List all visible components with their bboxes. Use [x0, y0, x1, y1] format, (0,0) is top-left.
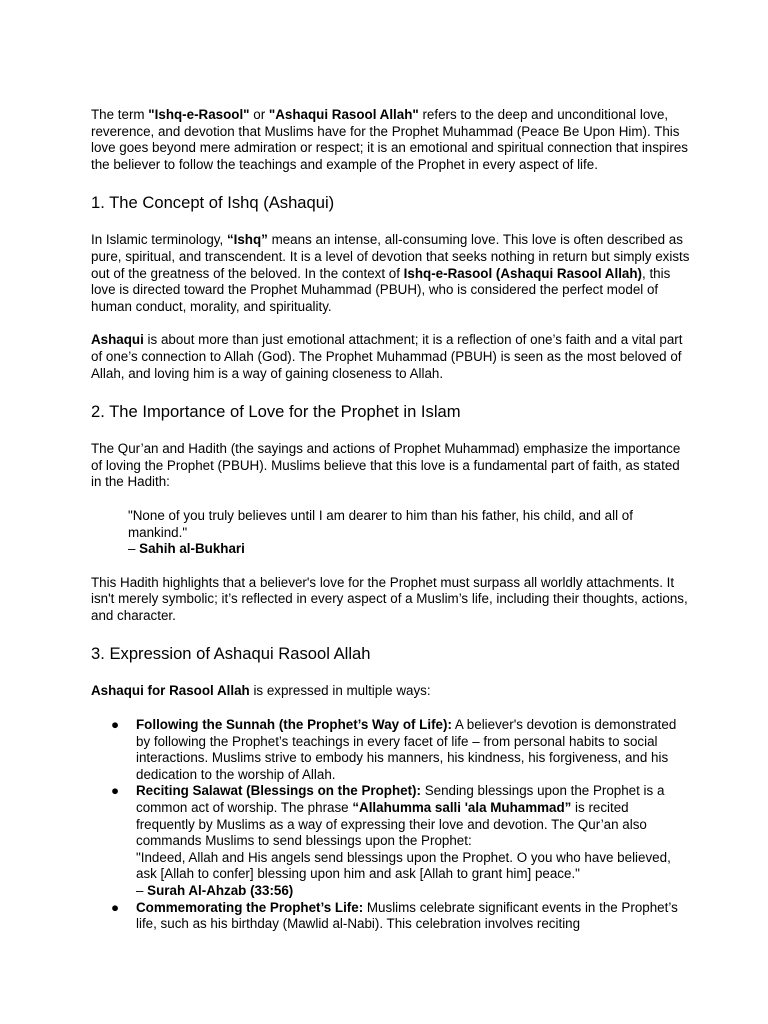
list-item: [91, 783, 691, 899]
list-item-title: Following the Sunnah (the Prophet’s Way of Life):: [136, 717, 452, 733]
list-item-title: Commemorating the Prophet’s Life:: [136, 899, 364, 915]
quran-quote-attribution: [136, 883, 691, 900]
s1p2-text: is about more than just emotional attachment; it is a reflection of one’s faith and a vital part of one’s connection to Allah (God). The Prophet Muhammad (PBUH) is seen as the most beloved of Allah, and loving him is a way of gaining closeness to Allah.: [91, 332, 683, 381]
hadith-quote: [128, 508, 691, 558]
bullet-icon: ●: [111, 783, 120, 799]
salawat-phrase: “Allahumma salli 'ala Muhammad”: [352, 800, 572, 816]
hadith-source: Sahih al-Bukhari: [139, 541, 245, 557]
quran-source: Surah Al-Ahzab (33:56): [147, 883, 294, 898]
hadith-dash: –: [128, 541, 140, 557]
section-2-paragraph-1: The Qur’an and Hadith (the sayings and actions of Prophet Muhammad) emphasize the importance of loving the Prophet (PBUH). Muslims believe that this love is a fundamental part of faith, as stated in the Hadith:: [91, 441, 681, 490]
s1p1-term-ishq: “Ishq”: [226, 232, 268, 248]
list-item-text: A believer's devotion is demonstrated by following the Prophet’s teachings in every facet of life – from personal habits to social interactions. Muslims strive to embody his manners, his kindness, his forgiveness, and his dedication to the worship of Allah.: [136, 717, 677, 782]
intro-text-2: or: [249, 107, 269, 122]
intro-text-3: refers to the deep and unconditional love, reverence, and devotion that Muslims have for the Prophet Muhammad (Peace Be Upon Him). This love goes beyond mere admiration or respect; it is an emotional and spiritual connection that inspires the believer to follow the teachings and example of the Prophet in every aspect of life.: [91, 107, 688, 172]
section-3-heading: 3. Expression of Ashaqui Rasool Allah: [91, 644, 371, 664]
list-item-text: Muslims celebrate significant events in the Prophet’s life, such as his birthday (Mawlid al-Nabi). This celebration involves reciting: [136, 899, 678, 932]
intro-term-ashaqui-rasool-allah: "Ashaqui Rasool Allah": [268, 107, 419, 122]
s1p1-text-2: means an intense, all-consuming love. This love is often described as pure, spiritual, and transcendent. It is a level of devotion that seeks nothing in return but simply exists out of the greatness of the beloved. In the context of: [91, 232, 690, 281]
bullet-icon: ●: [111, 717, 120, 733]
intro-text-1: The term: [91, 107, 149, 122]
intro-term-ishq-e-rasool: "Ishq-e-Rasool": [148, 107, 250, 122]
list-item: [91, 900, 691, 933]
quran-dash: –: [136, 883, 148, 898]
s3p1-text: is expressed in multiple ways:: [249, 683, 431, 699]
section-1-paragraph-2: [91, 332, 691, 382]
section-1-heading: 1. The Concept of Ishq (Ashaqui): [91, 193, 335, 213]
list-item-text-2: is recited frequently by Muslims as a way of expressing their love and devotion. The Qur’an also commands Muslims to send blessings upon the Prophet:: [136, 800, 647, 849]
expressions-list: [91, 717, 691, 933]
hadith-quote-text: "None of you truly believes until I am dearer to him than his father, his child, and all of mankind.": [128, 507, 633, 540]
list-item-title: Reciting Salawat (Blessings on the Prophet):: [136, 783, 421, 799]
s1p1-text-1: In Islamic terminology,: [91, 232, 227, 248]
s1p1-term-ishq-e-rasool: Ishq-e-Rasool (Ashaqui Rasool Allah): [403, 265, 642, 281]
hadith-quote-attribution: [128, 541, 691, 558]
section-2-paragraph-2: This Hadith highlights that a believer's love for the Prophet must surpass all worldly attachments. It isn't merely symbolic; it’s reflected in every aspect of a Muslim’s life, including their thoughts, actions, and character.: [91, 574, 688, 623]
intro-paragraph: [91, 107, 691, 173]
document-body: [91, 107, 691, 933]
list-item: [91, 717, 691, 783]
section-1-paragraph-1: [91, 232, 691, 315]
s1p1-text-3: , this love is directed toward the Prophet Muhammad (PBUH), who is considered the perfect model of human conduct, morality, and spirituality.: [91, 265, 671, 314]
list-item-text: Sending blessings upon the Prophet is a common act of worship. The phrase: [136, 783, 665, 816]
bullet-icon: ●: [111, 899, 120, 915]
section-2-heading: 2. The Importance of Love for the Prophet in Islam: [91, 402, 461, 422]
quran-quote-text: "Indeed, Allah and His angels send blessings upon the Prophet. O you who have believed, ask [Allah to confer] blessing upon him and ask [Allah to grant him] peace.": [136, 849, 671, 882]
s3p1-term: Ashaqui for Rasool Allah: [91, 683, 250, 699]
s1p2-term-ashaqui: Ashaqui: [91, 332, 144, 348]
section-3-paragraph-1: [91, 683, 691, 700]
